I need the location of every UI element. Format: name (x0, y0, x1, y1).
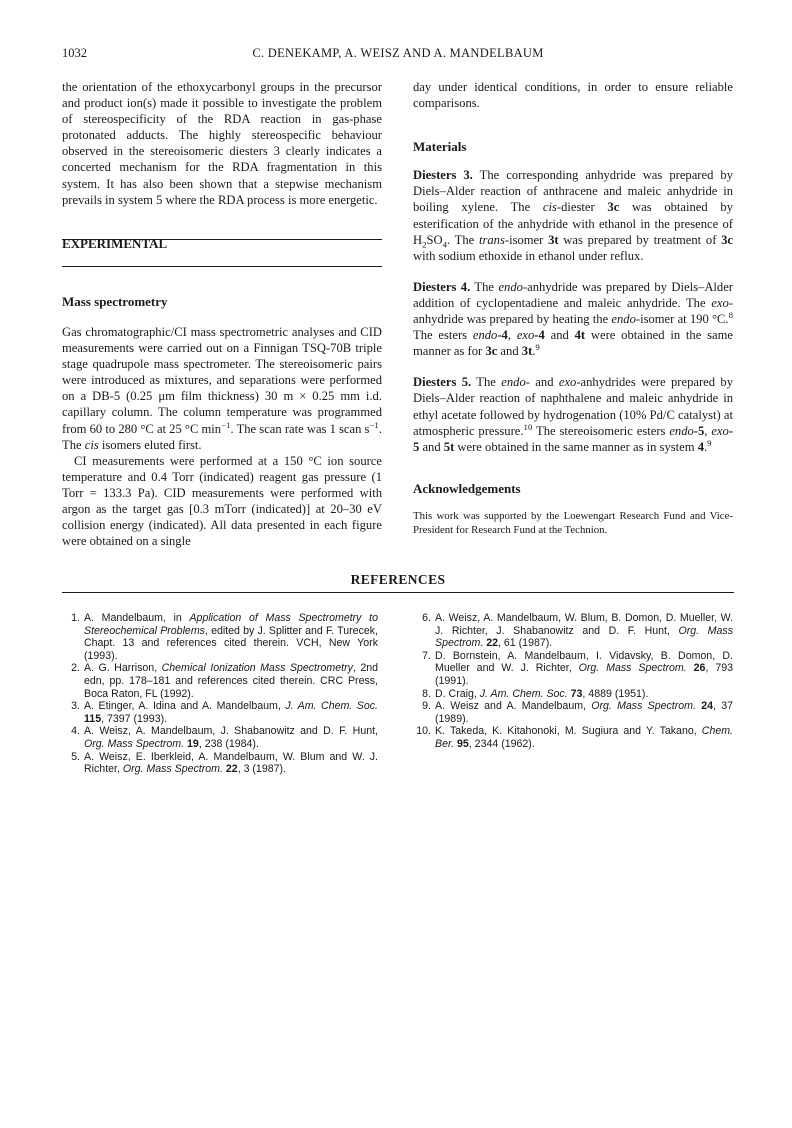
running-header (62, 46, 734, 64)
left-column (62, 79, 382, 549)
reference-item: 6. A. Weisz, A. Mandelbaum, W. Blum, B. Domon, D. Mueller, W. J. Richter, J. Shabanowitz and D. F. Hunt, Org. Mass Spectrom. 22, 61 (1987). (422, 612, 733, 650)
reference-item: 10. K. Takeda, K. Kitahonoki, M. Sugiura and Y. Takano, Chem. Ber. 95, 2344 (1962). (416, 725, 733, 750)
mass-spec-paragraph-1: Gas chromatographic/CI mass spectrometric analyses and CID measurements were carried out on a Finnigan TSQ-70B triple stage quadrupole mass spectrometer. The stereoisomeric pairs were introduced as mixtures, and separations were performed on a DB-5 (0.25 μm film thickness) 30 m × 0.25 mm i.d. capillary column. The column temperature was programmed from 60 to 280 °C at 25 °C $\min^{-1}$. The scan rate was 1 scan $s^{-1}$. The cis isomers eluted first. (62, 324, 382, 452)
reference-item: 5. A. Weisz, E. Iberkleid, A. Mandelbaum, W. Blum and W. J. Richter, Org. Mass Spectrom. 22, 3 (1987). (71, 750, 378, 776)
right-column (413, 79, 733, 537)
acknowledgements-heading: Acknowledgements (413, 480, 521, 496)
reference-item: 9. A. Weisz and A. Mandelbaum, Org. Mass Spectrom. 24, 37 (1989). (422, 700, 733, 725)
experimental-rule-top (62, 239, 382, 240)
references-rule (62, 592, 734, 593)
diesters-4-paragraph: Diesters 4. The endo-anhydride was prepared by Diels–Alder addition of cyclopentadiene and maleic anhydride. The exo-anhydride was prepared by heating the endo-isomer at 190 °C.$^8$ The esters endo-4, exo-4 and 4t were obtained in the same manner as for 3c and 3t.$^9$ (413, 279, 733, 359)
diesters-5-paragraph: Diesters 5. The endo- and exo-anhydrides were prepared by Diels–Alder reaction of naphthalene and maleic anhydride in ethyl acetate followed by hydrogenation (10% Pd/C catalyst) at atmospheric pressure.$^{10}$ The stereoisomeric esters endo-5, exo-5 and 5t were obtained in the same manner as in system 4.$^9$ (413, 375, 734, 454)
page-number: 1032 (62, 46, 87, 60)
reference-item: 1. A. Mandelbaum, in Application of Mass Spectrometry to Stereochemical Problems, edited by J. Splitter and F. Turecek, Chapt. 13 and references cited therein. VCH, New York (1993). (71, 612, 378, 662)
reference-item: 7. D. Bornstein, A. Mandelbaum, I. Vidavsky, B. Domon, D. Mueller and W. J. Richter, Org. Mass Spectrom. 26, 793 (1991). (422, 649, 734, 687)
running-title: C. DENEKAMP, A. WEISZ AND A. MANDELBAUM (252, 46, 544, 60)
references-left-column (62, 612, 378, 776)
acknowledgements-text: This work was supported by the Loewengart Research Fund and Vice-President for Research Fund at the Technion. (413, 509, 733, 536)
reference-item: 8. D. Craig, J. Am. Chem. Soc. 73, 4889 (1951). (422, 687, 649, 700)
experimental-rule-bottom (62, 266, 382, 267)
intro-paragraph: the orientation of the ethoxycarbonyl groups in the precursor and product ion(s) made it possible to investigate the problem of stereospecificity of the RDA reaction in gas-phase protonated adducts. The highly stereospecific behaviour observed in the stereoisomeric diesters 3 clearly indicates a concerted mechanism for the RDA fragmentation in this system. It has also been shown that a stepwise mechanism prevails in system 5 where the RDA process is more energetic. (62, 80, 382, 207)
experimental-heading: EXPERIMENTAL (62, 235, 168, 251)
references-right-column (413, 612, 733, 751)
reference-item: 4. A. Weisz, A. Mandelbaum, J. Shabanowitz and D. F. Hunt, Org. Mass Spectrom. 19, 238 (1984). (71, 725, 378, 750)
reference-item: 2. A. G. Harrison, Chemical Ionization Mass Spectrometry, 2nd edn, pp. 178–181 and references cited therein. CRC Press, Boca Raton, FL (1992). (71, 662, 378, 700)
mass-spec-heading: Mass spectrometry (62, 293, 168, 309)
reference-item: 3. A. Etinger, A. Idina and A. Mandelbaum, J. Am. Chem. Soc. 115, 7397 (1993). (71, 700, 378, 725)
references-heading: REFERENCES (350, 572, 446, 587)
diesters-3-paragraph: Diesters 3. The corresponding anhydride was prepared by Diels–Alder reaction of anthracene and maleic anhydride in boiling xylene. The cis-diester 3c was obtained by esterification of the anhydride with ethanol in the presence of $H_2SO_4$. The trans-isomer 3t was prepared by treatment of 3c with sodium ethoxide in ethanol under reflux. (413, 168, 734, 263)
materials-heading: Materials (413, 139, 467, 155)
mass-spec-paragraph-2-cont: day under identical conditions, in order to ensure reliable comparisons. (413, 80, 733, 111)
mass-spec-paragraph-2: CI measurements were performed at a 150 °C ion source temperature and 0.4 Torr (indicated) reagent gas pressure (1 Torr = 133.3 Pa). CID measurements were performed with argon as the target gas [0.3 mTorr (indicated)] at 20–30 eV collision energy (indicated). All data presented in each figure were obtained on a single (62, 453, 382, 549)
